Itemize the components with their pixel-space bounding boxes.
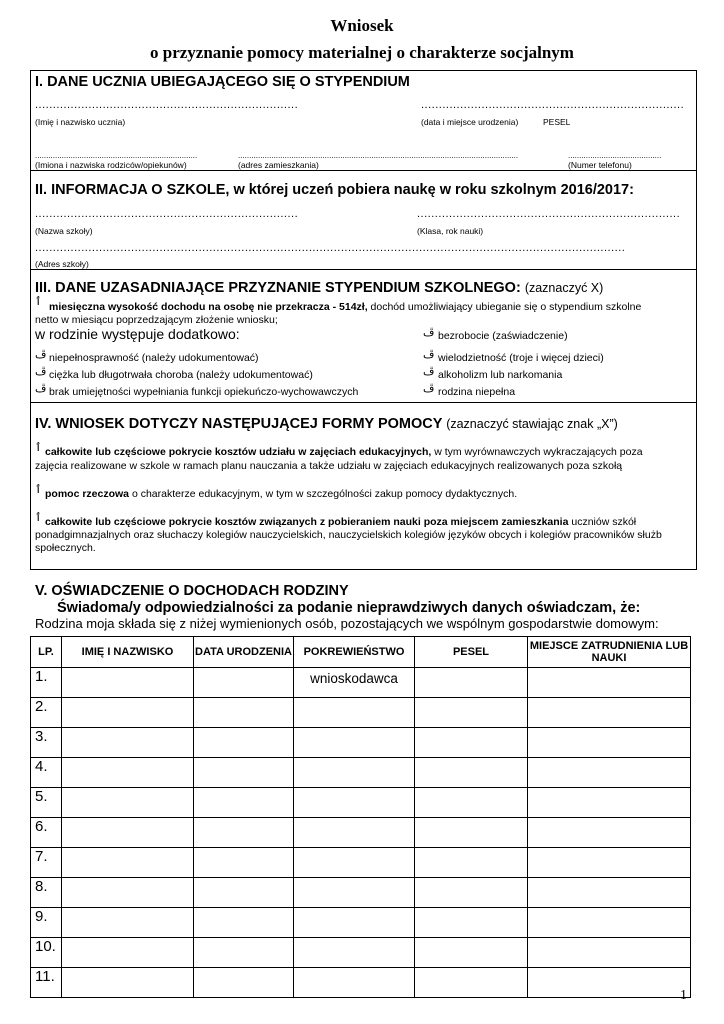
- col-workplace: MIEJSCE ZATRUDNIENIA LUB NAUKI: [528, 637, 691, 668]
- page-number: 1: [680, 988, 687, 1003]
- family-table: [30, 636, 691, 998]
- checkbox-option-3[interactable]: ٲ: [35, 512, 42, 524]
- cell-relation[interactable]: wnioskodawca: [294, 668, 415, 698]
- section-5-family-text: Rodzina moja składa się z niżej wymienionych osób, pozostających we wspólnym gospodarstwie domowym:: [35, 616, 659, 631]
- cell-birth-date[interactable]: [194, 698, 294, 728]
- table-row: [31, 698, 691, 728]
- option-1-bold: całkowite lub częściowe pokrycie kosztów udziału w zajęciach edukacyjnych,: [45, 446, 432, 458]
- cell-name[interactable]: [62, 938, 194, 968]
- checkbox-illness[interactable]: ڦ: [35, 366, 47, 378]
- cell-workplace[interactable]: [528, 938, 691, 968]
- cell-pesel[interactable]: [415, 968, 528, 998]
- item-care-skills: brak umiejętności wypełniania funkcji opiekuńczo-wychowawczych: [49, 386, 359, 398]
- school-address-field[interactable]: ......................................................................................................................................................................: [35, 242, 626, 254]
- table-row: [31, 728, 691, 758]
- cell-name[interactable]: [62, 758, 194, 788]
- section-4-heading: [35, 416, 618, 432]
- cell-workplace[interactable]: [528, 728, 691, 758]
- section-3-note: (zaznaczyć X): [524, 281, 604, 295]
- cell-relation[interactable]: [294, 788, 415, 818]
- cell-workplace[interactable]: [528, 788, 691, 818]
- cell-lp: 11.: [31, 968, 62, 998]
- cell-lp: 3.: [31, 728, 62, 758]
- student-name-field[interactable]: ..........................................................................: [35, 99, 299, 111]
- cell-workplace[interactable]: [528, 908, 691, 938]
- label-school-address: (Adres szkoły): [35, 259, 89, 269]
- col-lp: LP.: [31, 637, 62, 668]
- cell-workplace[interactable]: [528, 878, 691, 908]
- section-2-heading: II. INFORMACJA O SZKOLE, w której uczeń pobiera naukę w roku szkolnym 2016/2017:: [35, 182, 634, 198]
- option-3-rest: uczniów szkół: [568, 516, 637, 528]
- cell-pesel[interactable]: [415, 938, 528, 968]
- cell-relation[interactable]: [294, 728, 415, 758]
- section-3-title: III. DANE UZASADNIAJĄCE PRZYZNANIE STYPENDIUM SZKOLNEGO:: [35, 280, 521, 296]
- section-3-heading: [35, 280, 603, 296]
- label-class: (Klasa, rok nauki): [417, 226, 484, 236]
- option-1-line-1: [45, 446, 643, 458]
- item-single-parent: rodzina niepełna: [438, 386, 516, 398]
- cell-relation[interactable]: [294, 848, 415, 878]
- cell-name[interactable]: [62, 878, 194, 908]
- section-4-note: (zaznaczyć stawiając znak „X”): [446, 417, 618, 431]
- family-intro: w rodzinie występuje dodatkowo:: [35, 326, 240, 342]
- cell-relation[interactable]: [294, 938, 415, 968]
- cell-pesel[interactable]: [415, 818, 528, 848]
- cell-lp: 9.: [31, 908, 62, 938]
- option-3-line-2: ponadgimnazjalnych oraz słuchaczy kolegiów nauczycielskich, nauczycielskich kolegiów języków obcych i kolegiów pracowników służb: [35, 529, 662, 541]
- cell-pesel[interactable]: [415, 788, 528, 818]
- col-relation: POKREWIEŃSTWO: [294, 637, 415, 668]
- cell-birth-date[interactable]: [194, 728, 294, 758]
- table-row: [31, 878, 691, 908]
- cell-relation[interactable]: [294, 878, 415, 908]
- cell-relation[interactable]: [294, 968, 415, 998]
- option-3-bold: całkowite lub częściowe pokrycie kosztów związanych z pobieraniem nauki poza miejscem zamieszkania: [45, 516, 569, 528]
- cell-workplace[interactable]: [528, 968, 691, 998]
- cell-lp: 10.: [31, 938, 62, 968]
- label-parents: (Imiona i nazwiska rodziców/opiekunów): [35, 160, 187, 170]
- checkbox-addiction[interactable]: ڦ: [423, 366, 435, 378]
- cell-pesel[interactable]: [415, 878, 528, 908]
- checkbox-unemployment[interactable]: ڦ: [423, 327, 435, 339]
- table-row: [31, 818, 691, 848]
- cell-birth-date[interactable]: [194, 878, 294, 908]
- cell-birth-date[interactable]: [194, 938, 294, 968]
- option-1-rest: w tym wyrównawczych wykraczających poza: [431, 446, 643, 458]
- cell-pesel[interactable]: [415, 728, 528, 758]
- document-subtitle: o przyznanie pomocy materialnej o charakterze socjalnym: [150, 43, 574, 62]
- income-rest: dochód umożliwiający ubieganie się o stypendium szkolne: [367, 301, 642, 313]
- checkbox-large-family[interactable]: ڦ: [423, 349, 435, 361]
- birth-pesel-field[interactable]: ..........................................................................: [421, 99, 685, 111]
- cell-workplace[interactable]: [528, 818, 691, 848]
- option-3-line-1: [45, 516, 636, 528]
- label-student-name: (Imię i nazwisko ucznia): [35, 117, 126, 127]
- table-row: [31, 848, 691, 878]
- cell-relation[interactable]: [294, 758, 415, 788]
- cell-pesel[interactable]: [415, 908, 528, 938]
- cell-birth-date[interactable]: [194, 908, 294, 938]
- school-name-field[interactable]: ..........................................................................: [35, 208, 299, 220]
- option-2-rest: o charakterze edukacyjnym, w tym w szczególności zakup pomocy dydaktycznych.: [129, 488, 518, 500]
- section-1-heading: I. DANE UCZNIA UBIEGAJĄCEGO SIĘ O STYPENDIUM: [35, 74, 410, 90]
- income-line-1: [49, 301, 641, 313]
- cell-relation[interactable]: [294, 908, 415, 938]
- checkbox-income[interactable]: ٲ: [35, 296, 42, 308]
- cell-name[interactable]: [62, 788, 194, 818]
- option-3-line-3: społecznych.: [35, 542, 96, 554]
- checkbox-care-skills[interactable]: ڦ: [35, 383, 47, 395]
- label-birth: (data i miejsce urodzenia): [421, 117, 519, 127]
- section-1: [30, 70, 697, 171]
- option-1-line-2: zajęcia realizowane w szkole w ramach planu nauczania a także udziału w zajęciach edukacyjnych realizowanych poza szkołą: [35, 460, 623, 472]
- label-address: (adres zamieszkania): [238, 160, 319, 170]
- option-2-bold: pomoc rzeczowa: [45, 488, 130, 500]
- class-field[interactable]: ..........................................................................: [417, 208, 681, 220]
- cell-lp: 8.: [31, 878, 62, 908]
- item-disability: niepełnosprawność (należy udokumentować): [49, 352, 259, 364]
- cell-name[interactable]: [62, 698, 194, 728]
- cell-pesel[interactable]: [415, 848, 528, 878]
- checkbox-option-1[interactable]: ٲ: [35, 442, 42, 454]
- section-3: [30, 269, 697, 403]
- section-5-heading: V. OŚWIADCZENIE O DOCHODACH RODZINY: [35, 583, 349, 599]
- cell-pesel[interactable]: [415, 668, 528, 698]
- item-illness: ciężka lub długotrwała choroba (należy udokumentować): [49, 369, 313, 381]
- table-row: [31, 938, 691, 968]
- cell-lp: 7.: [31, 848, 62, 878]
- income-line-2: netto w miesiącu poprzedzającym złożenie wniosku;: [35, 314, 278, 326]
- cell-birth-date[interactable]: [194, 818, 294, 848]
- table-row: [31, 908, 691, 938]
- section-4: [30, 402, 697, 570]
- phone-field[interactable]: ..........................................: [568, 151, 662, 160]
- cell-lp: 1.: [31, 668, 62, 698]
- cell-name[interactable]: [62, 968, 194, 998]
- cell-lp: 5.: [31, 788, 62, 818]
- cell-birth-date[interactable]: [194, 668, 294, 698]
- income-bold: miesięczna wysokość dochodu na osobę nie przekracza - 514zł,: [49, 301, 368, 313]
- cell-workplace[interactable]: [528, 698, 691, 728]
- label-pesel: PESEL: [543, 117, 571, 127]
- cell-lp: 2.: [31, 698, 62, 728]
- parents-field[interactable]: .........................................................................: [35, 151, 198, 160]
- cell-relation[interactable]: [294, 698, 415, 728]
- table-row: [31, 668, 691, 698]
- cell-pesel[interactable]: [415, 758, 528, 788]
- cell-workplace[interactable]: [528, 848, 691, 878]
- table-row: [31, 968, 691, 998]
- section-2: [30, 170, 697, 270]
- label-phone: (Numer telefonu): [568, 160, 632, 170]
- cell-birth-date[interactable]: [194, 848, 294, 878]
- section-4-title: IV. WNIOSEK DOTYCZY NASTĘPUJĄCEJ FORMY POMOCY: [35, 416, 443, 432]
- cell-lp: 6.: [31, 818, 62, 848]
- cell-birth-date[interactable]: [194, 968, 294, 998]
- document-title: Wniosek: [330, 16, 394, 35]
- table-row: [31, 758, 691, 788]
- col-birth-date: DATA URODZENIA: [194, 637, 294, 668]
- cell-name[interactable]: [62, 908, 194, 938]
- checkbox-option-2[interactable]: ٲ: [35, 484, 42, 496]
- cell-relation[interactable]: [294, 818, 415, 848]
- col-pesel: PESEL: [415, 637, 528, 668]
- col-name: IMIĘ I NAZWISKO: [62, 637, 194, 668]
- cell-name[interactable]: [62, 818, 194, 848]
- family-table-header: [31, 637, 691, 668]
- cell-birth-date[interactable]: [194, 788, 294, 818]
- cell-pesel[interactable]: [415, 698, 528, 728]
- section-5-statement: Świadoma/y odpowiedzialności za podanie nieprawdziwych danych oświadczam, że:: [57, 600, 641, 616]
- checkbox-disability[interactable]: ڦ: [35, 349, 47, 361]
- option-2-line: [45, 488, 517, 500]
- cell-workplace[interactable]: [528, 668, 691, 698]
- item-unemployment: bezrobocie (zaświadczenie): [438, 330, 568, 342]
- item-addiction: alkoholizm lub narkomania: [438, 369, 563, 381]
- cell-workplace[interactable]: [528, 758, 691, 788]
- checkbox-single-parent[interactable]: ڦ: [423, 383, 435, 395]
- label-school-name: (Nazwa szkoły): [35, 226, 93, 236]
- cell-name[interactable]: [62, 848, 194, 878]
- cell-name[interactable]: [62, 668, 194, 698]
- item-large-family: wielodzietność (troje i więcej dzieci): [438, 352, 604, 364]
- cell-name[interactable]: [62, 728, 194, 758]
- table-row: [31, 788, 691, 818]
- cell-lp: 4.: [31, 758, 62, 788]
- cell-birth-date[interactable]: [194, 758, 294, 788]
- address-field[interactable]: ..............................................................................................................................: [238, 151, 519, 160]
